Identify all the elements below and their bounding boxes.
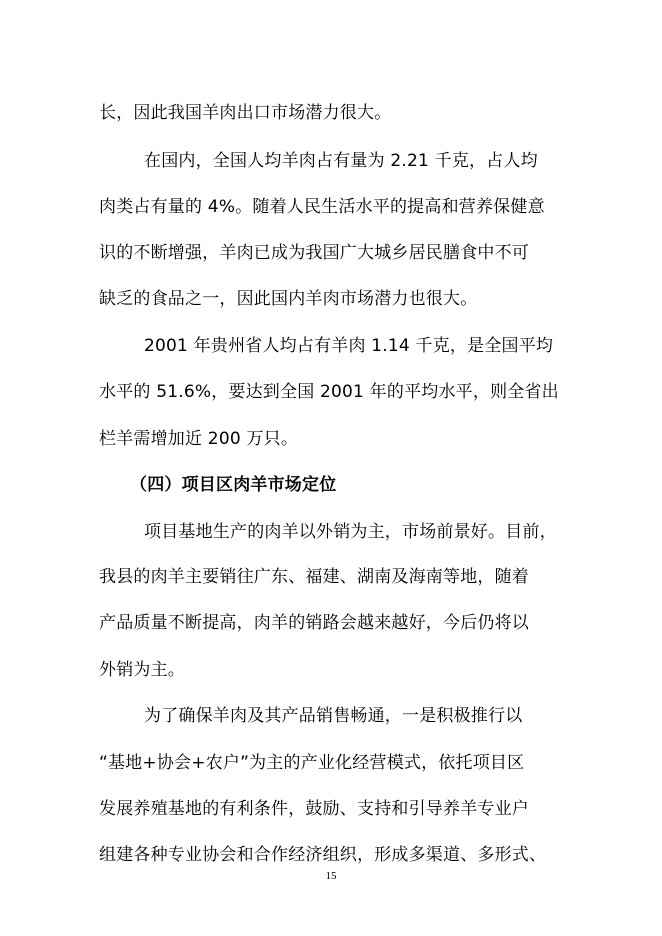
text-line: 发展养殖基地的有利条件，鼓励、支持和引导养羊专业户 — [99, 799, 529, 819]
text-line: 水平的 51.6%，要达到全国 2001 年的平均水平，则全省出 — [99, 382, 559, 402]
page-number: 15 — [325, 870, 337, 882]
text-line: 肉类占有量的 4%。随着人民生活水平的提高和营养保健意 — [99, 197, 545, 217]
text-line: 产品质量不断提高，肉羊的销路会越来越好，今后仍将以 — [99, 613, 529, 633]
text-line: “基地+协会+农户”为主的产业化经营模式，依托项目区 — [99, 753, 525, 773]
text-line: 在国内，全国人均羊肉占有量为 2.21 千克，占人均 — [144, 151, 538, 171]
text-line: 组建各种专业协会和合作经济组织，形成多渠道、多形式、 — [99, 845, 547, 865]
text-line: 我县的肉羊主要销往广东、福建、湖南及海南等地，随着 — [99, 567, 529, 587]
text-line: 2001 年贵州省人均占有羊肉 1.14 千克，是全国平均 — [144, 336, 554, 356]
text-line: 项目基地生产的肉羊以外销为主，市场前景好。目前， — [144, 522, 557, 542]
text-line: 缺乏的食品之一，因此国内羊肉市场潜力也很大。 — [99, 289, 478, 309]
text-line: 长，因此我国羊肉出口市场潜力很大。 — [99, 103, 392, 123]
text-line: 识的不断增强，羊肉已成为我国广大城乡居民膳食中不可 — [99, 243, 529, 263]
section-heading: （四）项目区肉羊市场定位 — [130, 475, 337, 495]
text-line: 栏羊需增加近 200 万只。 — [99, 429, 299, 449]
text-line: 外销为主。 — [99, 660, 185, 680]
text-line: 为了确保羊肉及其产品销售畅通，一是积极推行以 — [144, 706, 523, 726]
